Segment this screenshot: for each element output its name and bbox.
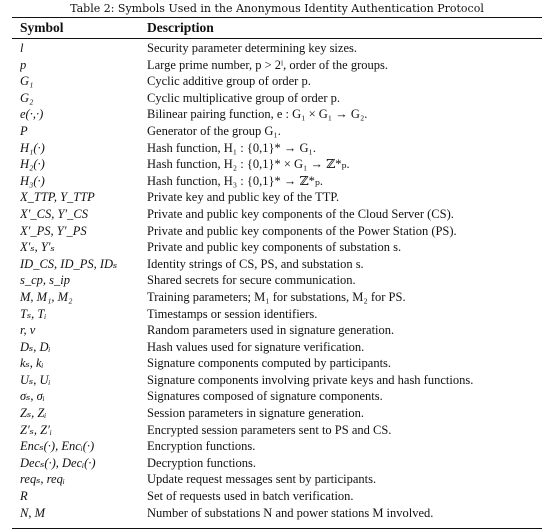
description-cell: Training parameters; M₁ for substations, M₂ for PS. — [147, 289, 406, 304]
symbol-cell: Tₛ, Tᵢ — [20, 306, 47, 321]
description-cell: Set of requests used in batch verification. — [147, 489, 354, 504]
header-description: Description — [147, 20, 214, 35]
description-cell: Cyclic multiplicative group of order p. — [147, 90, 341, 105]
description-cell: Encryption functions. — [147, 439, 256, 454]
symbol-cell: reqₛ, reqᵢ — [20, 472, 65, 487]
symbol-cell: Dₛ, Dᵢ — [20, 339, 51, 354]
header-rule — [12, 38, 542, 39]
description-cell: Cyclic additive group of order p. — [147, 74, 311, 89]
description-cell: Hash function, H₁ : {0,1}* → G₁. — [147, 140, 316, 155]
table-body — [0, 40, 554, 521]
symbol-cell: Encₛ(·), Encᵢ(·) — [20, 439, 95, 454]
table-row — [0, 272, 554, 289]
symbol-cell: Decₛ(·), Decᵢ(·) — [20, 455, 96, 470]
symbol-cell: X′_PS, Y′_PS — [20, 223, 87, 238]
description-cell: Bilinear pairing function, e : G₁ × G₁ → G₂. — [147, 107, 368, 122]
table-row — [0, 505, 554, 522]
description-cell: Random parameters used in signature generation. — [147, 323, 395, 338]
description-cell: Private and public key components of the Cloud Server (CS). — [147, 206, 454, 221]
description-cell: Encrypted session parameters sent to PS and CS. — [147, 422, 392, 437]
description-cell: Private and public key components of substation s. — [147, 240, 402, 255]
description-cell: Private and public key components of the Power Station (PS). — [147, 223, 457, 238]
table-row — [0, 73, 554, 90]
table-row — [0, 455, 554, 472]
table-row — [0, 388, 554, 405]
symbol-cell: X′_CS, Y′_CS — [20, 206, 88, 221]
symbol-cell: s_cp, s_ip — [20, 273, 70, 288]
table-row — [0, 239, 554, 256]
description-cell: Update request messages sent by participants. — [147, 472, 377, 487]
table-row — [0, 488, 554, 505]
symbol-cell: H₁(·) — [20, 140, 45, 155]
symbol-cell: R — [20, 489, 28, 504]
symbol-cell: N, M — [20, 505, 45, 520]
symbol-cell: Zₛ, Zᵢ — [20, 406, 47, 421]
description-cell: Session parameters in signature generation. — [147, 406, 364, 421]
symbol-cell: σₛ, σᵢ — [20, 389, 45, 404]
symbol-cell: G₂ — [20, 90, 34, 105]
description-cell: Identity strings of CS, PS, and substation s. — [147, 256, 364, 271]
symbol-cell: l — [20, 41, 24, 55]
symbol-cell: P — [20, 123, 28, 138]
symbol-cell: H₂(·) — [20, 157, 45, 172]
table-row — [0, 189, 554, 206]
table-row — [0, 471, 554, 488]
table-row — [0, 173, 554, 190]
table-row — [0, 123, 554, 140]
description-cell: Security parameter determining key sizes. — [147, 41, 357, 55]
description-cell: Shared secrets for secure communication. — [147, 273, 356, 288]
description-cell: Hash function, H₃ : {0,1}* → ℤ*ₚ. — [147, 173, 323, 188]
symbol-cell: H₃(·) — [20, 173, 45, 188]
symbol-cell: ID_CS, ID_PS, IDₛ — [20, 256, 118, 271]
table-row — [0, 355, 554, 372]
table-row — [0, 256, 554, 273]
table-row — [0, 422, 554, 439]
table-row — [0, 223, 554, 240]
table-row — [0, 372, 554, 389]
description-cell: Large prime number, p > 2ˡ, order of the groups. — [147, 57, 388, 72]
table-row — [0, 40, 554, 57]
table-row — [0, 405, 554, 422]
table-row — [0, 140, 554, 157]
header-symbol: Symbol — [20, 20, 64, 35]
table-header — [0, 19, 554, 37]
symbol-cell: e(·,·) — [20, 107, 44, 122]
symbol-cell: M, M₁, M₂ — [20, 289, 73, 304]
table-row — [0, 322, 554, 339]
symbol-cell: X_TTP, Y_TTP — [20, 190, 95, 205]
symbol-cell: Uₛ, Uᵢ — [20, 372, 51, 387]
symbol-cell: Z′ₛ, Z′ᵢ — [20, 422, 52, 437]
description-cell: Signature components computed by participants. — [147, 356, 392, 371]
bottom-rule — [12, 528, 542, 529]
description-cell: Timestamps or session identifiers. — [147, 306, 318, 321]
table-row — [0, 306, 554, 323]
description-cell: Private key and public key of the TTP. — [147, 190, 340, 205]
description-cell: Number of substations N and power stations M involved. — [147, 505, 434, 520]
description-cell: Signatures composed of signature components. — [147, 389, 383, 404]
top-rule — [12, 17, 542, 18]
table-row — [0, 289, 554, 306]
table-row — [0, 438, 554, 455]
symbol-cell: kₛ, kᵢ — [20, 356, 44, 371]
table-row — [0, 90, 554, 107]
table-row — [0, 206, 554, 223]
table-caption: Table 2: Symbols Used in the Anonymous Identity Authentication Protocol — [70, 2, 484, 15]
symbol-cell: X′ₛ, Y′ₛ — [20, 240, 55, 255]
description-cell: Hash values used for signature verification. — [147, 339, 365, 354]
table-row — [0, 156, 554, 173]
description-cell: Decryption functions. — [147, 455, 257, 470]
symbol-cell: r, v — [20, 323, 36, 338]
table-row — [0, 339, 554, 356]
description-cell: Generator of the group G₁. — [147, 123, 281, 138]
symbol-cell: p — [20, 57, 27, 72]
table-row — [0, 106, 554, 123]
table-row — [0, 57, 554, 74]
description-cell: Signature components involving private keys and hash functions. — [147, 372, 474, 387]
symbol-cell: G₁ — [20, 74, 34, 89]
description-cell: Hash function, H₂ : {0,1}* × G₁ → ℤ*ₚ. — [147, 157, 350, 172]
